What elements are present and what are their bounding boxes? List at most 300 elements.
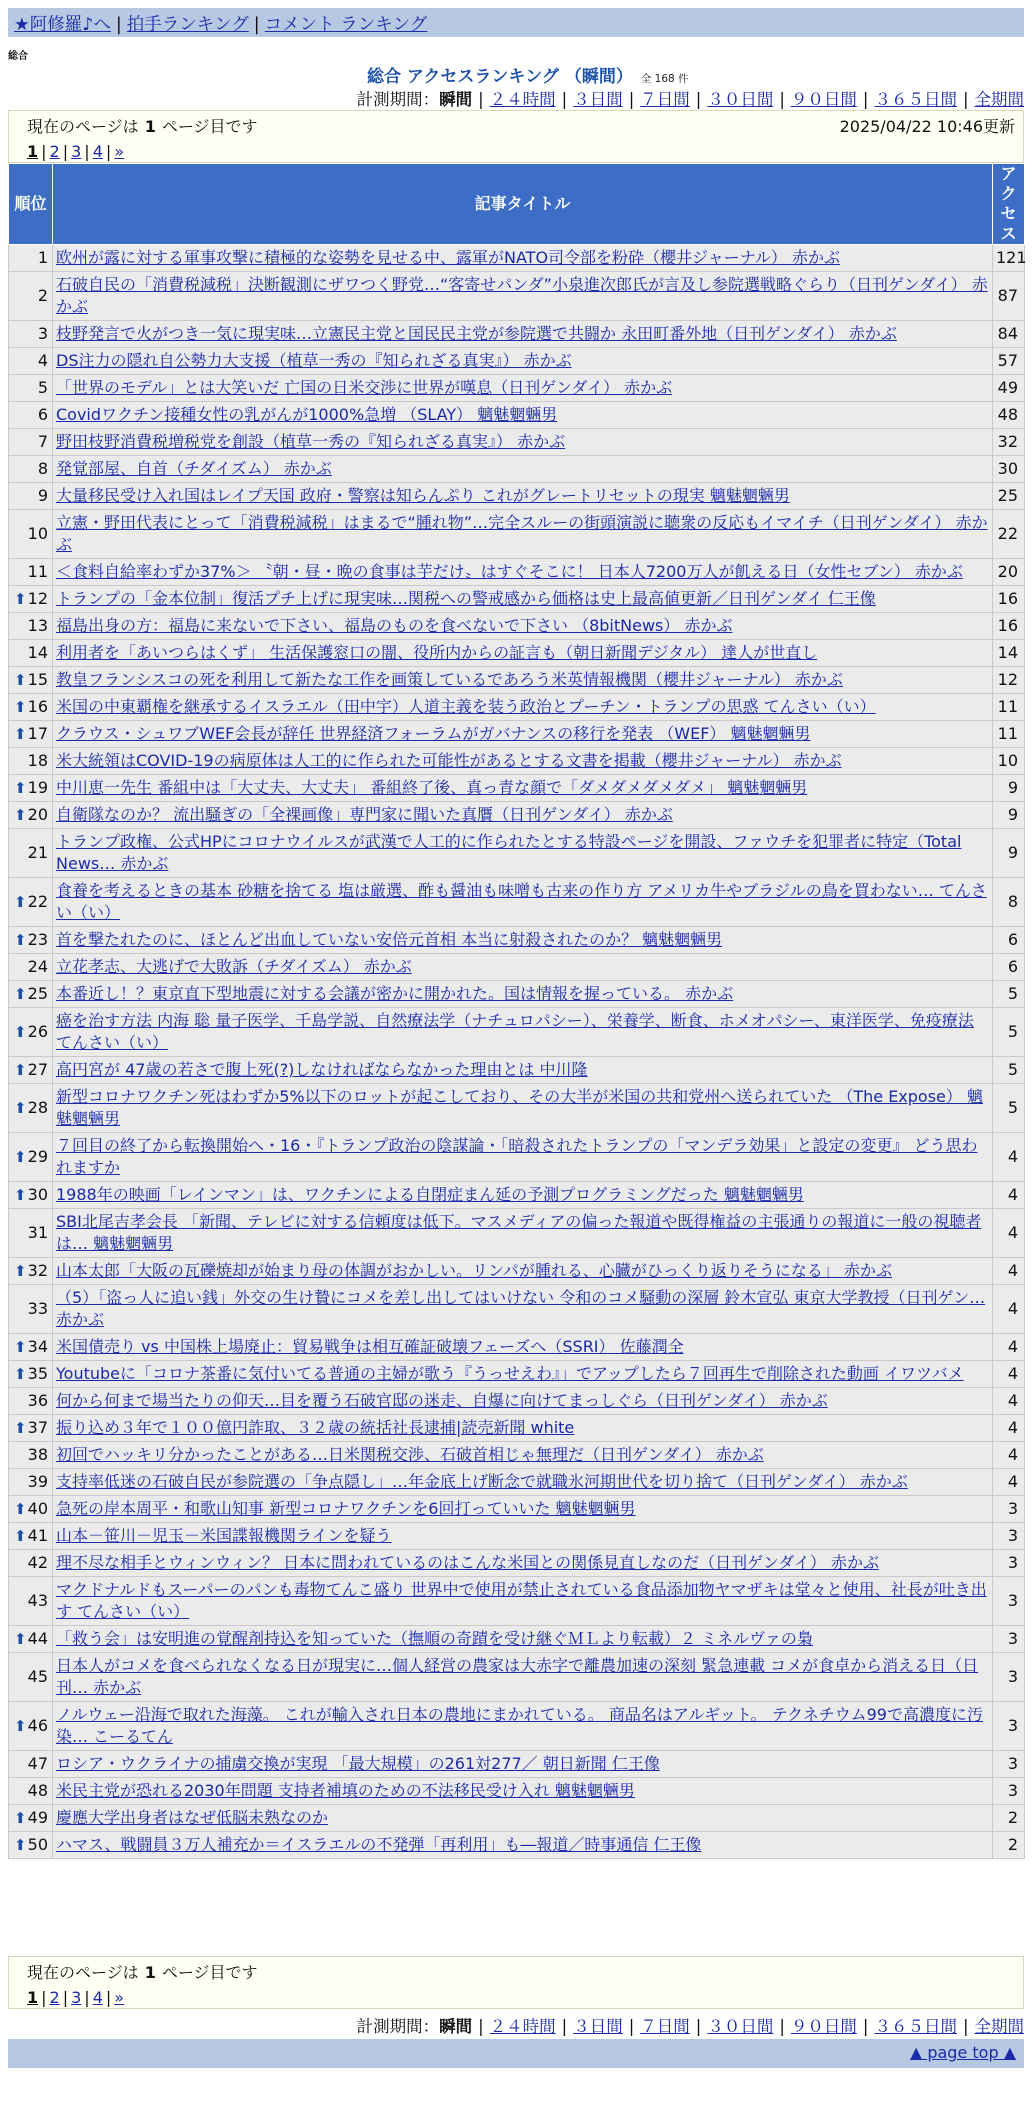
rank-cell: [9, 1702, 53, 1751]
table-row: [9, 640, 1025, 667]
article-link[interactable]: 発覚部屋、自首（チダイズム） 赤かぶ: [56, 459, 332, 478]
pagination-separator: |: [62, 142, 69, 161]
pagination-link[interactable]: 2: [49, 142, 60, 161]
table-row: [9, 748, 1025, 775]
access-count: 5: [993, 981, 1025, 1008]
table-row: [9, 981, 1025, 1008]
table-row: [9, 954, 1025, 981]
access-count: 4: [993, 1133, 1025, 1182]
access-count: 3: [993, 1653, 1025, 1702]
rank-cell: [9, 1008, 53, 1057]
article-link[interactable]: （5）「盗っ人に追い銭」外交の生け贄にコメを差し出してはいけない 令和のコメ騒動の深層 鈴木宣弘 東京大学教授（日刊ゲン… 赤かぶ: [56, 1288, 986, 1329]
title-cell: [53, 927, 993, 954]
access-count: 9: [993, 775, 1025, 802]
up-arrow-icon: ⬆: [14, 1186, 27, 1204]
table-row: [9, 348, 1025, 375]
article-link[interactable]: 立憲・野田代表にとって「消費税減税」はまるで“腫れ物”…完全スルーの街頭演説に聴衆の反応もイマイチ（日刊ゲンダイ） 赤かぶ: [56, 513, 988, 554]
article-link[interactable]: 急死の岸本周平・和歌山知事 新型コロナワクチンを6回打っていいた 魑魅魍魎男: [56, 1499, 636, 1518]
period-link[interactable]: ９０日間: [790, 90, 857, 109]
pagination-current: 1: [27, 142, 39, 161]
period-link[interactable]: 全期間: [974, 2017, 1024, 2036]
title-cell: [53, 1832, 993, 1859]
up-arrow-icon: ⬆: [14, 1500, 27, 1518]
title-cell: [53, 1442, 993, 1469]
article-link[interactable]: 振り込め３年で１００億円詐取、３２歳の統括社長逮捕|読売新聞 white: [56, 1418, 575, 1437]
rank-number: 37: [27, 1418, 48, 1437]
article-link[interactable]: 支持率低迷の石破自民が参院選の「争点隠し」…年金底上げ断念で就職氷河期世代を切り捨て（日刊ゲンダイ） 赤かぶ: [56, 1472, 908, 1491]
article-link[interactable]: 中川恵一先生 番組中は「大丈夫、大丈夫」 番組終了後、真っ青な顔で「ダメダメダメダメ」 魑魅魍魎男: [56, 778, 808, 797]
up-arrow-icon: ⬆: [14, 1338, 27, 1356]
article-link[interactable]: 米国債売り vs 中国株上場廃止：貿易戦争は相互確証破壊フェーズへ（SSRI） 佐藤潤全: [56, 1337, 684, 1356]
period-current: 瞬間: [439, 2017, 473, 2036]
table-row: [9, 272, 1025, 321]
table-row: [9, 802, 1025, 829]
title-cell: [53, 1653, 993, 1702]
article-link[interactable]: 癌を治す方法 内海 聡 量子医学、千島学説、自然療法学（ナチュロパシー）、栄養学、断食、ホメオパシー、東洋医学、免疫療法 てんさい（い）: [56, 1011, 974, 1052]
article-link[interactable]: 慶應大学出身者はなぜ低脳未熟なのか: [56, 1808, 329, 1827]
access-count: 3: [993, 1778, 1025, 1805]
up-arrow-icon: ⬆: [14, 1023, 27, 1041]
page-top-link[interactable]: ▲ page top ▲: [909, 2043, 1016, 2062]
rank-number: 22: [27, 892, 48, 911]
article-link[interactable]: 米民主党が恐れる2030年問題 支持者補填のための不法移民受け入れ 魑魅魍魎男: [56, 1781, 635, 1800]
period-separator: |: [561, 2017, 568, 2036]
article-link[interactable]: 初回でハッキリ分かったことがある…日米関税交渉、石破首相じゃ無理だ（日刊ゲンダイ） 赤かぶ: [56, 1445, 764, 1464]
rank-number: 30: [27, 1185, 48, 1204]
title-cell: [53, 1550, 993, 1577]
period-link[interactable]: ７日間: [640, 90, 690, 109]
rank-number: 34: [27, 1337, 48, 1356]
article-link[interactable]: 高円宮が 47歳の若さで腹上死(?)しなければならなかった理由とは 中川隆: [56, 1060, 588, 1079]
rank-cell: [9, 483, 53, 510]
page-title-text: 総合 アクセスランキング （瞬間）: [367, 67, 633, 87]
pagination-link[interactable]: 3: [71, 1988, 82, 2007]
period-link[interactable]: ２４時間: [489, 90, 556, 109]
rank-cell: [9, 1496, 53, 1523]
article-link[interactable]: ７回目の終了から転換開始へ・16・『トランプ政治の陰謀論・「暗殺されたトランプの「マンデラ効果」と設定の変更』 どう思われますか: [56, 1136, 978, 1177]
title-cell: [53, 1285, 993, 1334]
rank-number: 26: [27, 1022, 48, 1041]
access-count: 121: [993, 245, 1025, 272]
title-cell: [53, 1778, 993, 1805]
title-cell: [53, 1805, 993, 1832]
rank-cell: [9, 1577, 53, 1626]
rank-number: 12: [27, 589, 48, 608]
article-link[interactable]: 山本太郎「大阪の瓦礫焼却が始まり母の体調がおかしい。リンパが腫れる、心臓がひっくり返りそうになる」 赤かぶ: [56, 1261, 892, 1280]
table-row: [9, 1832, 1025, 1859]
period-separator: |: [478, 2017, 484, 2036]
up-arrow-icon: ⬆: [14, 1717, 27, 1735]
period-link[interactable]: ３日間: [573, 90, 623, 109]
article-link[interactable]: 理不尽な相手とウィンウィン？ 日本に問われているのはこんな米国との関係見直しなのだ（日刊ゲンダイ） 赤かぶ: [56, 1553, 879, 1572]
table-row: [9, 510, 1025, 559]
rank-cell: [9, 1057, 53, 1084]
title-cell: [53, 483, 993, 510]
pagination-separator: |: [105, 1988, 112, 2007]
title-cell: [53, 1702, 993, 1751]
pagination-separator: |: [41, 1988, 47, 2007]
ranking-table: [8, 163, 1025, 1859]
table-row: [9, 829, 1025, 878]
title-cell: [53, 1469, 993, 1496]
rank-cell: [9, 1388, 53, 1415]
up-arrow-icon: ⬆: [14, 893, 27, 911]
article-link[interactable]: 枝野発言で火がつき一気に現実味…立憲民主党と国民民主党が参院選で共闘か 永田町番外地（日刊ゲンダイ） 赤かぶ: [56, 324, 897, 343]
article-link[interactable]: 新型コロナワクチン死はわずか5%以下のロットが起こしており、その大半が米国の共和党州へ送られていた （The Expose） 魑魅魍魎男: [56, 1087, 983, 1128]
table-row: [9, 1626, 1025, 1653]
rank-cell: [9, 1832, 53, 1859]
pagination-separator: |: [84, 1988, 90, 2007]
article-link[interactable]: ハマス、戦闘員３万人補充か＝イスラエルの不発弾「再利用」も―報道／時事通信 仁王像: [56, 1835, 702, 1854]
article-link[interactable]: クラウス・シュワブWEF会長が辞任 世界経済フォーラムがガバナンスの移行を発表 （WEF） 魑魅魍魎男: [56, 724, 811, 743]
pagination-link[interactable]: 4: [92, 1988, 103, 2007]
title-cell: [53, 1258, 993, 1285]
access-count: 49: [993, 375, 1025, 402]
period-separator: |: [628, 90, 635, 109]
header-title: 記事タイトル: [53, 164, 993, 245]
page-info-bottom: [8, 1956, 1024, 2009]
rank-cell: [9, 429, 53, 456]
access-count: 2: [993, 1805, 1025, 1832]
page-text-post: ページ目です: [161, 117, 258, 136]
table-row: [9, 402, 1025, 429]
article-link[interactable]: 自衛隊なのか？ 流出騒ぎの「全裸画像」専門家に聞いた真贋（日刊ゲンダイ） 赤かぶ: [56, 805, 673, 824]
period-separator: |: [695, 2017, 702, 2036]
rank-number: 11: [27, 562, 48, 581]
article-link[interactable]: 山本－笹川－児玉－米国諜報機関ラインを疑う: [56, 1526, 392, 1545]
page-text-pre: 現在のページは: [27, 117, 139, 136]
access-count: 4: [993, 1388, 1025, 1415]
page-text-post: ページ目です: [161, 1963, 258, 1982]
pagination-separator: |: [84, 142, 90, 161]
updated-timestamp: 2025/04/22 10:46更新: [839, 117, 1015, 136]
rank-number: 31: [27, 1223, 48, 1242]
title-cell: [53, 1577, 993, 1626]
rank-number: 16: [27, 697, 48, 716]
rank-number: 24: [27, 957, 48, 976]
title-cell: [53, 1057, 993, 1084]
period-separator: |: [695, 90, 702, 109]
access-count: 10: [993, 748, 1025, 775]
rank-number: 47: [27, 1754, 48, 1773]
period-link[interactable]: ３６５日間: [874, 2017, 957, 2036]
access-count: 25: [993, 483, 1025, 510]
title-cell: [53, 1133, 993, 1182]
title-cell: [53, 1334, 993, 1361]
rank-cell: [9, 829, 53, 878]
period-link[interactable]: ３０日間: [707, 2017, 774, 2036]
rank-cell: [9, 510, 53, 559]
rank-cell: [9, 402, 53, 429]
article-link[interactable]: 米大統領はCOVID-19の病原体は人工的に作られた可能性があるとする文書を掲載（櫻井ジャーナル） 赤かぶ: [56, 751, 842, 770]
title-cell: [53, 775, 993, 802]
table-row: [9, 483, 1025, 510]
page-text-pre: 現在のページは: [27, 1963, 139, 1982]
nav-link-applause-ranking[interactable]: 拍手ランキング: [126, 15, 249, 35]
table-row: [9, 429, 1025, 456]
table-row: [9, 775, 1025, 802]
rank-number: 32: [27, 1261, 48, 1280]
nav-link-asyura[interactable]: ★阿修羅♪へ: [14, 15, 111, 35]
article-link[interactable]: 何から何まで場当たりの仰天…目を覆う石破官邸の迷走、自爆に向けてまっしぐら（日刊ゲンダイ） 赤かぶ: [56, 1391, 828, 1410]
access-count: 4: [993, 1334, 1025, 1361]
header-rank: 順位: [9, 164, 53, 245]
title-cell: [53, 721, 993, 748]
rank-cell: [9, 1334, 53, 1361]
table-row: [9, 321, 1025, 348]
access-count: 5: [993, 1084, 1025, 1133]
article-link[interactable]: マクドナルドもスーパーのパンも毒物てんこ盛り 世界中で使用が禁止されている食品添加物ヤマザキは堂々と使用、社長が吐き出す てんさい（い）: [56, 1580, 987, 1621]
up-arrow-icon: ⬆: [14, 779, 27, 797]
title-cell: [53, 829, 993, 878]
article-link[interactable]: ロシア・ウクライナの捕虜交換が実現 「最大規模」の261対277／ 朝日新聞 仁王像: [56, 1754, 660, 1773]
table-row: [9, 1778, 1025, 1805]
table-row: [9, 1550, 1025, 1577]
article-link[interactable]: トランプ政権、公式HPにコロナウイルスが武漢で人工的に作られたとする特設ページを開設、ファウチを犯罪者に特定（Total News… 赤かぶ: [56, 832, 962, 873]
rank-number: 3: [37, 324, 48, 343]
article-link[interactable]: 本番近し！？東京直下型地震に対する会議が密かに開かれた。国は情報を握っている。 赤かぶ: [56, 984, 734, 1003]
table-row: [9, 1388, 1025, 1415]
article-link[interactable]: 1988年の映画「レインマン」は、ワクチンによる自閉症まん延の予測プログラミングだった 魑魅魍魎男: [56, 1185, 804, 1204]
up-arrow-icon: ⬆: [14, 1262, 27, 1280]
pagination: [27, 1988, 1005, 2007]
rank-number: 6: [37, 405, 48, 424]
access-count: 3: [993, 1702, 1025, 1751]
period-link[interactable]: ３６５日間: [874, 90, 957, 109]
table-row: [9, 613, 1025, 640]
table-row: [9, 1285, 1025, 1334]
rank-cell: [9, 375, 53, 402]
table-row: [9, 1182, 1025, 1209]
up-arrow-icon: ⬆: [14, 1419, 27, 1437]
rank-cell: [9, 1469, 53, 1496]
table-row: [9, 1084, 1025, 1133]
rank-number: 19: [27, 778, 48, 797]
title-cell: [53, 456, 993, 483]
rank-number: 33: [27, 1299, 48, 1318]
table-row: [9, 927, 1025, 954]
rank-cell: [9, 245, 53, 272]
title-cell: [53, 1496, 993, 1523]
table-header-row: [9, 164, 1025, 245]
title-cell: [53, 1415, 993, 1442]
period-link[interactable]: 全期間: [974, 90, 1024, 109]
top-nav-bar: [8, 8, 1024, 37]
rank-cell: [9, 748, 53, 775]
table-row: [9, 694, 1025, 721]
access-count: 4: [993, 1361, 1025, 1388]
article-link[interactable]: 日本人がコメを食べられなくなる日が現実に…個人経営の農家は大赤字で離農加速の深刻 緊急連載 コメが食卓から消える日（日刊… 赤かぶ: [56, 1656, 979, 1697]
rank-cell: [9, 1209, 53, 1258]
table-row: [9, 1334, 1025, 1361]
rank-number: 35: [27, 1364, 48, 1383]
rank-number: 21: [27, 843, 48, 862]
article-link[interactable]: 石破自民の「消費税減税」決断観測にザワつく野党…“客寄せパンダ”小泉進次郎氏が言及し参院選戦略ぐらり（日刊ゲンダイ） 赤かぶ: [56, 275, 988, 316]
access-count: 9: [993, 829, 1025, 878]
period-link[interactable]: ７日間: [640, 2017, 690, 2036]
access-count: 8: [993, 878, 1025, 927]
rank-cell: [9, 1626, 53, 1653]
period-separator: |: [962, 90, 969, 109]
rank-cell: [9, 1523, 53, 1550]
table-row: [9, 667, 1025, 694]
table-row: [9, 1442, 1025, 1469]
access-count: 3: [993, 1550, 1025, 1577]
article-link[interactable]: ノルウェー沿海で取れた海藻。 これが輸入され日本の農地にまかれている。 商品名はアルギット。 テクネチウム99で高濃度に汚染… こーるてん: [56, 1705, 983, 1746]
rank-cell: [9, 775, 53, 802]
title-cell: [53, 245, 993, 272]
article-link[interactable]: トランプの「金本位制」復活プチ上げに現実味…関税への警戒感から価格は史上最高値更新／日刊ゲンダイ 仁王像: [56, 589, 876, 608]
period-separator: |: [862, 90, 869, 109]
access-count: 4: [993, 1258, 1025, 1285]
title-cell: [53, 640, 993, 667]
rank-cell: [9, 613, 53, 640]
access-count: 48: [993, 402, 1025, 429]
pagination-separator: |: [41, 142, 47, 161]
access-count: 16: [993, 586, 1025, 613]
rank-cell: [9, 694, 53, 721]
access-count: 22: [993, 510, 1025, 559]
rank-cell: [9, 1084, 53, 1133]
rank-cell: [9, 1653, 53, 1702]
pagination-link[interactable]: 3: [71, 142, 82, 161]
rank-cell: [9, 1415, 53, 1442]
article-link[interactable]: 欧州が露に対する軍事攻撃に積極的な姿勢を見せる中、露軍がNATO司令部を粉砕（櫻井ジャーナル） 赤かぶ: [56, 248, 841, 267]
access-count: 4: [993, 1209, 1025, 1258]
article-link[interactable]: 「救う会」は安明進の覚醒剤持込を知っていた（撫順の奇蹟を受け継ぐＭＬより転載）２ ミネルヴァの梟: [56, 1629, 813, 1648]
rank-number: 38: [27, 1445, 48, 1464]
table-row: [9, 1361, 1025, 1388]
rank-cell: [9, 640, 53, 667]
article-link[interactable]: DS注力の隠れ自公勢力大支援（植草一秀の『知られざる真実』） 赤かぶ: [56, 351, 572, 370]
table-row: [9, 1577, 1025, 1626]
table-row: [9, 1415, 1025, 1442]
table-row: [9, 1702, 1025, 1751]
rank-cell: [9, 1442, 53, 1469]
up-arrow-icon: ⬆: [14, 725, 27, 743]
rank-cell: [9, 456, 53, 483]
table-row: [9, 1653, 1025, 1702]
period-separator: |: [628, 2017, 635, 2036]
table-row: [9, 1469, 1025, 1496]
rank-cell: [9, 559, 53, 586]
pagination-link[interactable]: »: [114, 142, 125, 161]
table-row: [9, 878, 1025, 927]
article-link[interactable]: ＜食料自給率わずか37%＞ 〝朝・昼・晩の食事は芋だけ〟はすぐそこに！ 日本人7200万人が飢える日（女性セブン） 赤かぶ: [56, 562, 963, 581]
rank-number: 10: [27, 524, 48, 543]
up-arrow-icon: ⬆: [14, 806, 27, 824]
rank-cell: [9, 1361, 53, 1388]
access-count: 9: [993, 802, 1025, 829]
article-link[interactable]: 「世界のモデル」とは大笑いだ 亡国の日米交渉に世界が嘆息（日刊ゲンダイ） 赤かぶ: [56, 378, 673, 397]
rank-number: 43: [27, 1591, 48, 1610]
rank-number: 28: [27, 1098, 48, 1117]
article-link[interactable]: 福島出身の方：福島に来ないで下さい、福島のものを食べないで下さい （8bitNews） 赤かぶ: [56, 616, 733, 635]
access-count: 2: [993, 1832, 1025, 1859]
rank-number: 48: [27, 1781, 48, 1800]
article-link[interactable]: Youtubeに「コロナ茶番に気付いてる普通の主婦が歌う『うっせえわ』」でアップしたら７回再生で削除された動画 イワツバメ: [56, 1364, 964, 1383]
title-cell: [53, 878, 993, 927]
table-row: [9, 1805, 1025, 1832]
article-link[interactable]: SBI北尾吉孝会長 「新聞、テレビに対する信頼度は低下。マスメディアの偏った報道や既得権益の主張通りの報道に一般の視聴者は… 魑魅魍魎男: [56, 1212, 982, 1253]
up-arrow-icon: ⬆: [14, 931, 27, 949]
access-count: 14: [993, 640, 1025, 667]
table-row: [9, 456, 1025, 483]
period-separator: |: [779, 90, 785, 109]
bottom-bar: [8, 2039, 1024, 2068]
article-link[interactable]: 米国の中東覇権を継承するイスラエル（田中宇）人道主義を装う政治とプーチン・トランプの思惑 てんさい（い）: [56, 697, 876, 716]
title-cell: [53, 1182, 993, 1209]
up-arrow-icon: ⬆: [14, 1061, 27, 1079]
access-count: 6: [993, 927, 1025, 954]
rank-number: 14: [27, 643, 48, 662]
title-cell: [53, 586, 993, 613]
pagination-link[interactable]: 2: [49, 1988, 60, 2007]
access-count: 4: [993, 1285, 1025, 1334]
rank-cell: [9, 802, 53, 829]
pagination-link[interactable]: »: [114, 1988, 125, 2007]
rank-number: 18: [27, 751, 48, 770]
article-link[interactable]: 教皇フランシスコの死を利用して新たな工作を画策しているであろう米英情報機関（櫻井ジャーナル） 赤かぶ: [56, 670, 843, 689]
rank-cell: [9, 667, 53, 694]
article-link[interactable]: 大量移民受け入れ国はレイプ天国 政府・警察は知らんぷり これがグレートリセットの現実 魑魅魍魎男: [56, 486, 790, 505]
article-link[interactable]: 食養を考えるときの基本 砂糖を捨てる 塩は厳選、酢も醤油も味噌も古来の作り方 アメリカ牛やブラジルの鳥を買わない… てんさい（い）: [56, 881, 987, 922]
page-info-top: [8, 110, 1024, 163]
article-link[interactable]: 立花孝志、大逃げで大敗訴（チダイズム） 赤かぶ: [56, 957, 412, 976]
rank-cell: [9, 1805, 53, 1832]
title-cell: [53, 1388, 993, 1415]
access-count: 4: [993, 1469, 1025, 1496]
up-arrow-icon: ⬆: [14, 1630, 27, 1648]
rank-number: 4: [37, 351, 48, 370]
table-row: [9, 586, 1025, 613]
article-link[interactable]: 利用者を「あいつらはくず」 生活保護窓口の闇、役所内からの証言も（朝日新聞デジタル） 達人が世直し: [56, 643, 818, 662]
period-link[interactable]: ３日間: [573, 2017, 623, 2036]
rank-number: 5: [37, 378, 48, 397]
rank-cell: [9, 1550, 53, 1577]
table-row: [9, 1258, 1025, 1285]
article-link[interactable]: 首を撃たれたのに、ほとんど出血していない安倍元首相 本当に射殺されたのか？ 魑魅魍魎男: [56, 930, 723, 949]
period-link[interactable]: ３０日間: [707, 90, 774, 109]
title-cell: [53, 375, 993, 402]
rank-number: 41: [27, 1526, 48, 1545]
article-link[interactable]: 野田枝野消費税増税党を創設（植草一秀の『知られざる真実』） 赤かぶ: [56, 432, 566, 451]
rank-number: 42: [27, 1553, 48, 1572]
rank-number: 8: [37, 459, 48, 478]
pagination-separator: |: [105, 142, 112, 161]
rank-number: 25: [27, 984, 48, 1003]
rank-cell: [9, 586, 53, 613]
nav-link-comment-ranking[interactable]: コメント ランキング: [264, 15, 428, 35]
table-row: [9, 1523, 1025, 1550]
page-title: [367, 62, 689, 87]
rank-number: 17: [27, 724, 48, 743]
period-link[interactable]: ２４時間: [489, 2017, 556, 2036]
pagination-link[interactable]: 4: [92, 142, 103, 161]
period-selector-bottom: [357, 2013, 1024, 2037]
up-arrow-icon: ⬆: [14, 671, 27, 689]
rank-number: 50: [27, 1835, 48, 1854]
period-link[interactable]: ９０日間: [790, 2017, 857, 2036]
title-cell: [53, 1209, 993, 1258]
current-page-text: [27, 1960, 1005, 1983]
nav-separator: |: [115, 15, 122, 35]
access-count: 11: [993, 694, 1025, 721]
up-arrow-icon: ⬆: [14, 1148, 27, 1166]
article-link[interactable]: Covidワクチン接種女性の乳がんが1000%急増 （SLAY） 魑魅魍魎男: [56, 405, 558, 424]
period-separator: |: [561, 90, 568, 109]
access-count: 4: [993, 1182, 1025, 1209]
